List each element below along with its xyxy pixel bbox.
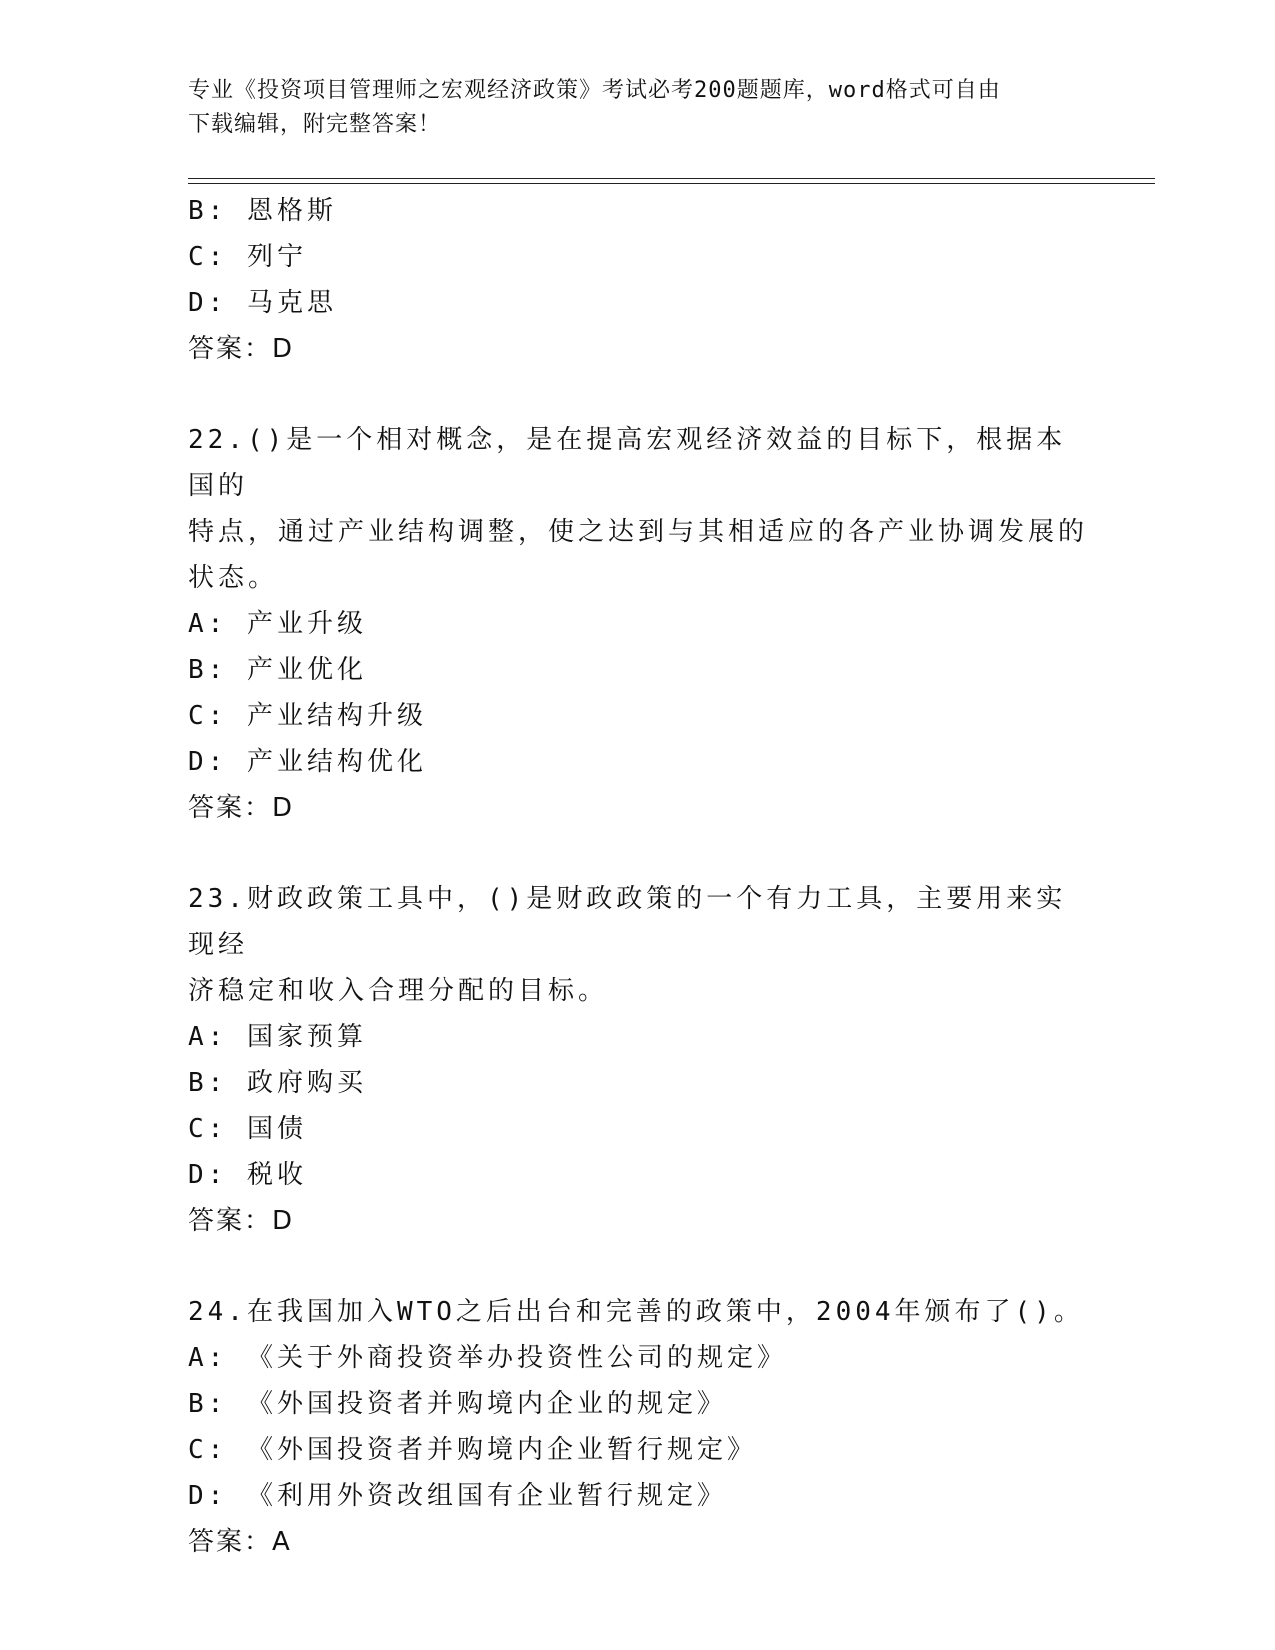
- answer-line: 答案：A: [188, 1527, 292, 1557]
- question-22: [188, 417, 1088, 831]
- option-b: B: 政府购买: [188, 1068, 367, 1098]
- page-header: [188, 74, 1088, 142]
- option-d: D: 马克思: [188, 288, 337, 318]
- option-a: A: 产业升级: [188, 609, 367, 639]
- question-stem: [188, 876, 1088, 1014]
- stem-line: 24.在我国加入WTO之后出台和完善的政策中，2004年颁布了()。: [188, 1297, 1084, 1327]
- question-stem: [188, 1289, 1088, 1335]
- header-divider: [188, 178, 1155, 184]
- stem-line: 23.财政政策工具中，()是财政政策的一个有力工具，主要用来实现经: [188, 884, 1067, 960]
- option-d: D: 《利用外资改组国有企业暂行规定》: [188, 1481, 727, 1511]
- option-c: C: 产业结构升级: [188, 701, 427, 731]
- option-a: A: 国家预算: [188, 1022, 367, 1052]
- option-b: B: 恩格斯: [188, 196, 337, 226]
- question-24: [188, 1289, 1088, 1565]
- option-c: C: 《外国投资者并购境内企业暂行规定》: [188, 1435, 757, 1465]
- question-stem: [188, 417, 1088, 601]
- question-23: [188, 876, 1088, 1244]
- spacer: [188, 831, 1088, 876]
- stem-line: 状态。: [188, 563, 279, 593]
- option-d: D: 产业结构优化: [188, 747, 427, 777]
- answer-line: 答案：D: [188, 334, 295, 364]
- question-content: [188, 188, 1088, 1565]
- stem-line: 特点，通过产业结构调整，使之达到与其相适应的各产业协调发展的: [188, 517, 1089, 547]
- stem-line: 22.()是一个相对概念，是在提高宏观经济效益的目标下，根据本国的: [188, 425, 1067, 501]
- header-line-2: 下载编辑，附完整答案！: [188, 112, 442, 137]
- spacer: [188, 372, 1088, 417]
- header-line-1: 专业《投资项目管理师之宏观经济政策》考试必考200题题库，word格式可自由: [188, 78, 1001, 103]
- option-b: B: 《外国投资者并购境内企业的规定》: [188, 1389, 727, 1419]
- spacer: [188, 1244, 1088, 1289]
- stem-line: 济稳定和收入合理分配的目标。: [188, 976, 609, 1006]
- option-d: D: 税收: [188, 1160, 307, 1190]
- option-b: B: 产业优化: [188, 655, 367, 685]
- answer-line: 答案：D: [188, 793, 295, 823]
- option-c: C: 国债: [188, 1114, 307, 1144]
- option-c: C: 列宁: [188, 242, 307, 272]
- option-a: A: 《关于外商投资举办投资性公司的规定》: [188, 1343, 787, 1373]
- question-21-tail: [188, 188, 1088, 372]
- answer-line: 答案：D: [188, 1206, 295, 1236]
